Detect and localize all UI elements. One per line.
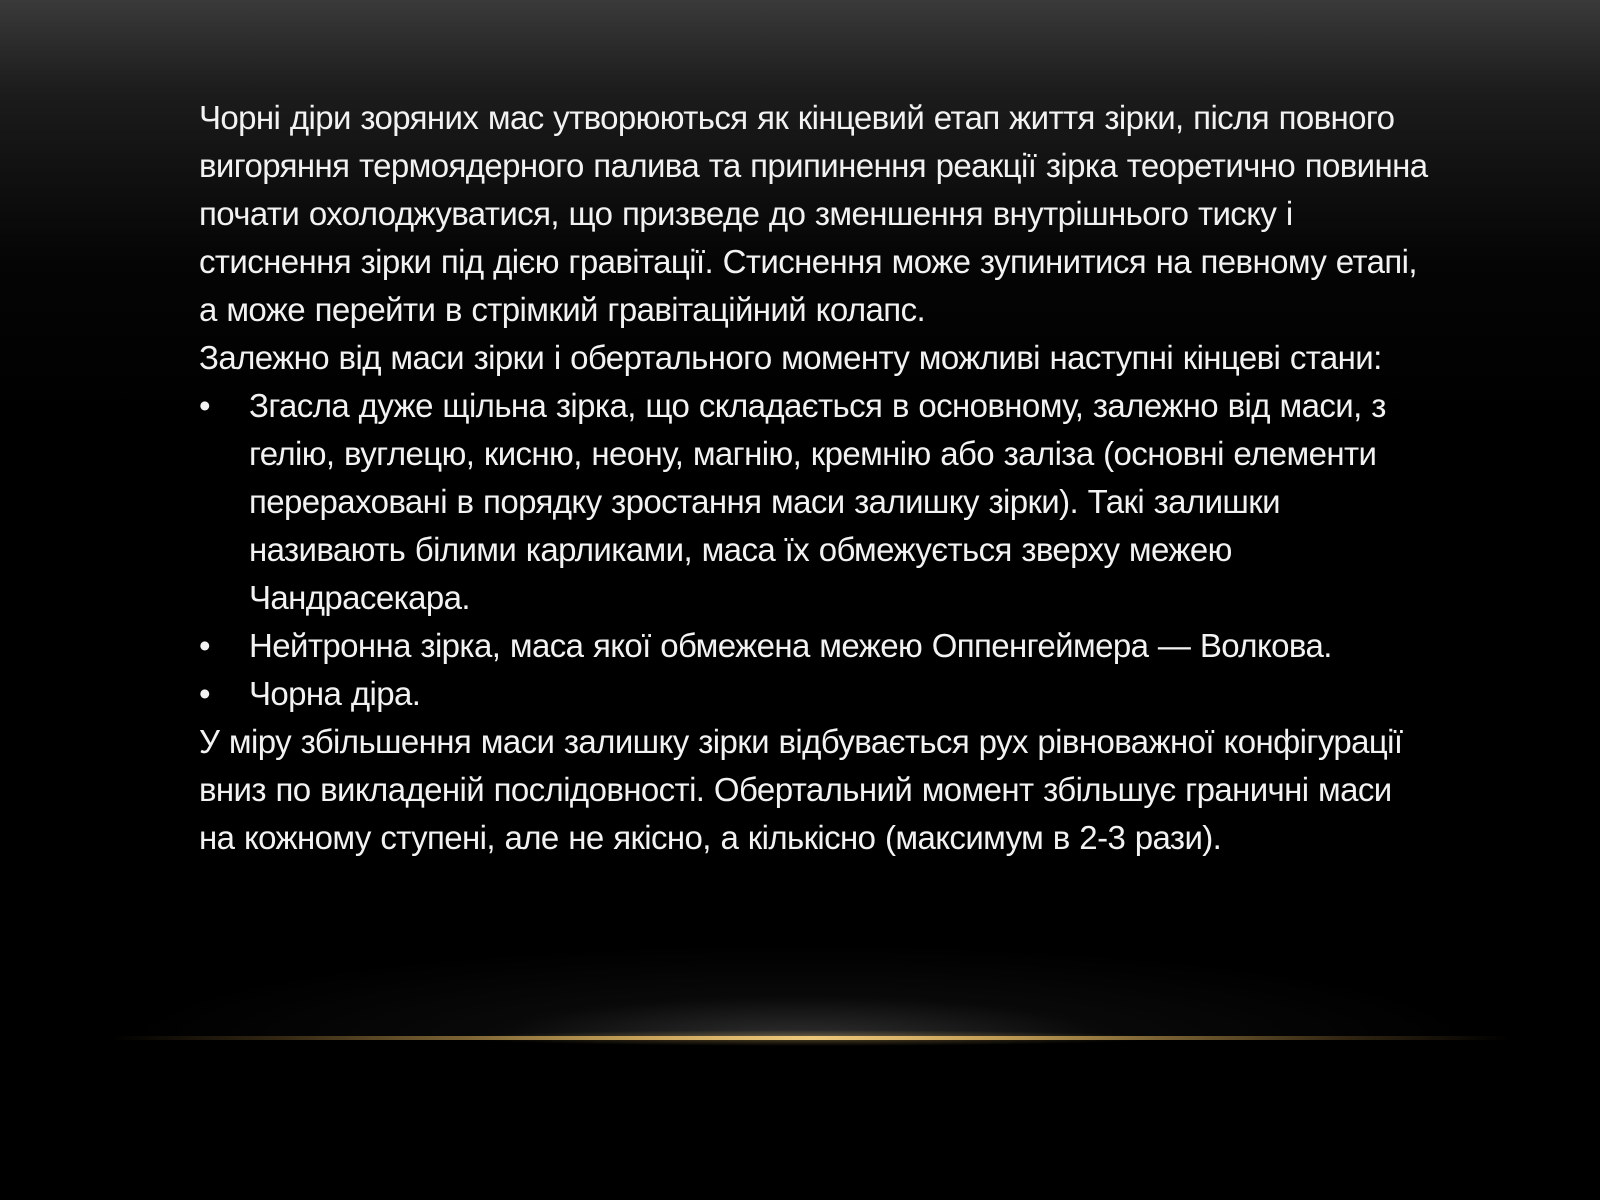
list-item-text: Згасла дуже щільна зірка, що складається в основному, залежно від маси, з гелію, вуглецю, кисню, неону, магнію, кремнію або заліза (основні елементи перераховані в порядку зростання маси залишку зірки). Такі залишки називають білими карликами, маса їх обмежується зверху межею Чандрасекара. <box>249 387 1386 616</box>
paragraph-conclusion: У міру збільшення маси залишку зірки відбувається рух рівноважної конфігурації вниз по викладеній послідовності. Обертальний момент збільшує граничні маси на кожному ступені, але не якісно, а кількісно (максимум в 2-3 рази). <box>199 723 1403 856</box>
list-item-text: Чорна діра. <box>249 675 421 712</box>
list-item-black-hole <box>199 670 1429 718</box>
states-list <box>199 382 1429 718</box>
paragraph-intro: Чорні діри зоряних мас утворюються як кінцевий етап життя зірки, після повного вигоряння термоядерного палива та припинення реакції зірка теоретично повинна почати охолоджуватися, що призведе до зменшення внутрішнього тиску і стиснення зірки під дією гравітації. Стиснення може зупинитися на певному етапі, а може перейти в стрімкий гравітаційний колапс. <box>199 99 1428 328</box>
gold-divider-line <box>110 1036 1510 1040</box>
bullet-icon: • <box>199 627 210 664</box>
list-item-text: Нейтронна зірка, маса якої обмежена межею Оппенгеймера — Волкова. <box>249 627 1332 664</box>
bottom-glow <box>120 880 1480 1040</box>
bullet-icon: • <box>199 387 210 424</box>
bullet-icon: • <box>199 675 210 712</box>
list-item-white-dwarf <box>199 382 1429 622</box>
paragraph-states-lead: Залежно від маси зірки і обертального моменту можливі наступні кінцеві стани: <box>199 339 1382 376</box>
slide-body-text <box>199 94 1429 862</box>
list-item-neutron-star <box>199 622 1429 670</box>
